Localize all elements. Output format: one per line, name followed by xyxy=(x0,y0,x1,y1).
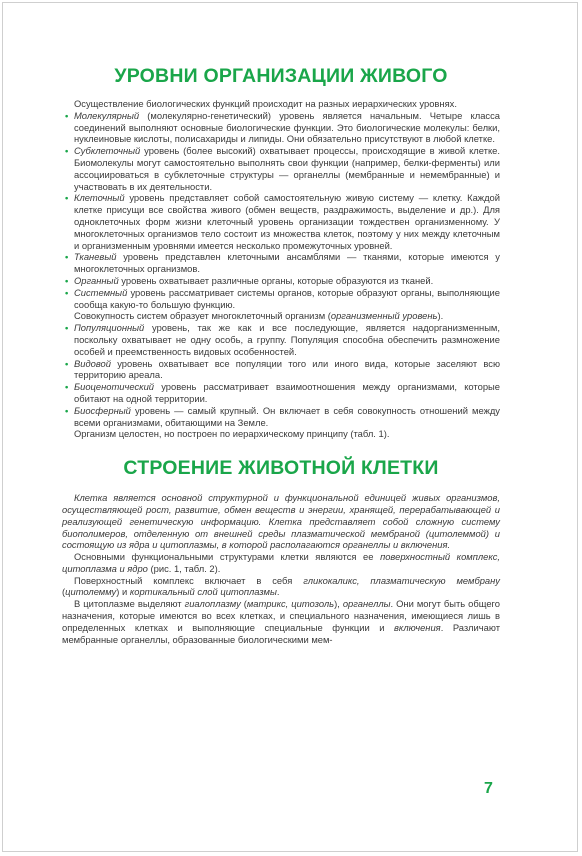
level-text: уровень рассматривает системы органов, которые образуют органы, выполняющие сообща какую-то большую функцию. xyxy=(74,286,500,310)
list-item xyxy=(62,110,500,145)
term: матрикс, цитозоль xyxy=(246,598,335,610)
text-span: ( xyxy=(240,598,247,610)
list-item xyxy=(62,358,500,382)
structures-paragraph xyxy=(62,551,500,575)
level-term: Органный xyxy=(74,274,119,286)
cytoplasm-paragraph xyxy=(62,598,500,645)
page-number: 7 xyxy=(484,780,493,797)
level-term: Субклеточный xyxy=(74,145,141,157)
level-text: уровень представлен клеточными ансамблями — тканями, которые имеются у многоклеточных организмов. xyxy=(74,251,500,275)
level-text: уровень, так же как и все последующие, является надорганизменным, поскольку охватывает не одну особь, а группу. Популяция способна обеспечить размножение особей и преемственность видовых особенностей. xyxy=(74,322,500,357)
closing-paragraph: Организм целостен, но построен по иерархическому принципу (табл. 1). xyxy=(74,428,390,440)
level-text: (молекулярно-генетический) уровень является начальным. Четыре класса соединений выполняют основные биологические функции. Это биологические молекулы: белки, нуклеиновые кислоты, полисахариды и липиды. Они обязательно присутствуют в любой клетке. xyxy=(74,109,500,145)
term: кортикальный слой цитоплазмы xyxy=(129,586,277,598)
list-item xyxy=(62,287,500,311)
text-span: Поверхностный комплекс включает в себя xyxy=(74,574,304,586)
page-content xyxy=(62,58,500,645)
level-term: Системный xyxy=(74,286,128,298)
text-span: . Они могут быть общего назначения, которые имеются во всех клетках, и специального назначения, имеющиеся лишь в определенных клетках и выполняющие специальные функции и xyxy=(62,598,500,633)
list-item xyxy=(62,405,500,429)
text-span: ) и xyxy=(116,586,130,598)
term: включения xyxy=(394,621,441,633)
level-term: Популяционный xyxy=(74,322,145,334)
term: органеллы xyxy=(342,598,391,610)
text-span: Совокупность систем образует многоклеточный организм ( xyxy=(74,310,331,322)
levels-list-2 xyxy=(62,322,500,428)
section-title-cell: СТРОЕНИЕ ЖИВОТНОЙ КЛЕТКИ xyxy=(123,457,439,480)
level-text: уровень охватывает все популяции того или иного вида, которые заселяют всю территорию ареала. xyxy=(74,357,500,381)
level-term: Молекулярный xyxy=(74,109,140,121)
list-item xyxy=(62,251,500,275)
text-span: ). xyxy=(437,310,444,322)
text-span: . Различают мембранные органеллы, образованные биологическими мем- xyxy=(62,621,500,645)
levels-list xyxy=(62,110,500,311)
text-span: В цитоплазме выделяют xyxy=(74,598,185,610)
level-term: Биосферный xyxy=(74,404,131,416)
text-span: Основными функциональными структурами клетки являются ее xyxy=(74,551,381,563)
level-text: уровень представляет собой самостоятельную живую систему — клетку. Каждой клетке присущи все свойства живого (обмен веществ, раздражимость, выделение и др.). Для одноклеточных форм жизни клеточный уровень организации тождествен организменному. У многоклеточных организмов тело состоит из множества клеток, поэтому у них между клеточным и организменным уровнями имеется несколько промежуточных уровней. xyxy=(74,192,500,251)
level-text: уровень (более высокий) охватывает процессы, происходящие в живой клетке. Биомолекулы могут самостоятельно выполнять свои функции (например, белки-ферменты) или ассоциироваться в субклеточные структуры — органеллы (мембранные и немембранные) и участвовать в их деятельности. xyxy=(74,145,500,192)
level-term: Тканевый xyxy=(74,251,117,263)
level-text: уровень — самый крупный. Он включает в себя совокупность отношений между всеми организмами, обитающими на Земле. xyxy=(74,404,500,428)
term: гиалоплазму xyxy=(184,598,241,610)
text-span: . xyxy=(276,586,280,598)
list-item xyxy=(62,381,500,405)
organism-paragraph xyxy=(62,310,500,322)
term: гликокаликс, плазматическую мембрану xyxy=(303,574,500,586)
text-span: (рис. 1, табл. 2). xyxy=(147,562,221,574)
term: поверхностный комплекс, цитоплазма и ядро xyxy=(62,551,500,574)
surface-complex-paragraph xyxy=(62,575,500,599)
section-title-levels: УРОВНИ ОРГАНИЗАЦИИ ЖИВОГО xyxy=(114,65,448,87)
level-term: организменный уровень xyxy=(330,310,438,322)
level-text: уровень охватывает различные органы, которые образуются из тканей. xyxy=(118,274,434,286)
level-text: уровень рассматривает взаимоотношения между организмами, которые обитают на одной территории. xyxy=(74,381,500,404)
level-term: Клеточный xyxy=(74,192,125,204)
level-term: Биоценотический xyxy=(74,381,155,393)
term: цитолемму xyxy=(65,586,117,598)
level-term: Видовой xyxy=(74,357,111,369)
intro-paragraph: Осуществление биологических функций происходит на разных иерархических уровнях. xyxy=(74,98,457,109)
cell-definition: Клетка является основной структурной и функциональной единицей живых организмов, осуществляющей рост, развитие, обмен веществ и энергии, хранящей, перерабатывающей и реализующей генетическую информацию. Клетка представляет собой сложную систему биополимеров, отделенную от внешней среды плазматической мембраной (цитолеммой) и состоящую из ядра и цитоплазмы, в которой располагаются органеллы и включения. xyxy=(62,492,500,551)
list-item xyxy=(62,192,500,251)
text-span: ), xyxy=(334,598,343,610)
list-item xyxy=(62,275,500,287)
list-item xyxy=(62,322,500,357)
list-item xyxy=(62,145,500,192)
text-span: ( xyxy=(62,586,66,598)
